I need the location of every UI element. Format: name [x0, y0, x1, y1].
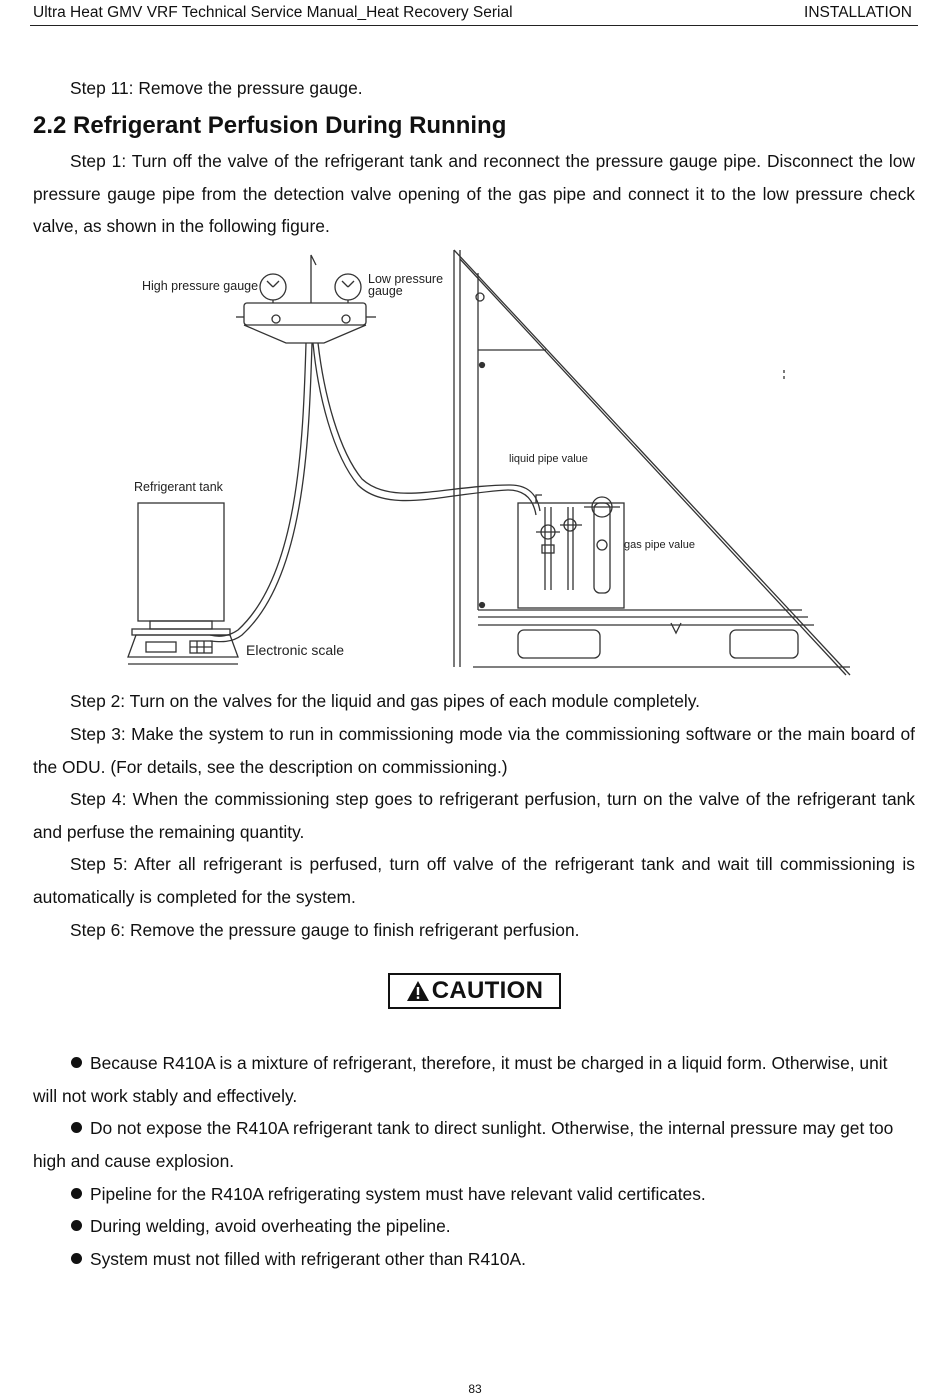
- label-high-pressure-gauge: High pressure gauge: [142, 279, 259, 293]
- header-title: Ultra Heat GMV VRF Technical Service Manual_Heat Recovery Serial: [33, 4, 513, 21]
- step-2: Step 2: Turn on the valves for the liquid and gas pipes of each module completely.: [70, 691, 700, 711]
- header-divider: [30, 25, 918, 26]
- bullet-icon: [71, 1057, 82, 1068]
- caution-label: CAUTION: [431, 977, 544, 1004]
- step-5: Step 5: After all refrigerant is perfused, turn off valve of the refrigerant tank and wait till commissioning is automatically is completed for the system.: [33, 854, 915, 907]
- label-electronic-scale: Electronic scale: [246, 642, 345, 658]
- caution-bullet: During welding, avoid overheating the pipeline.: [33, 1210, 915, 1243]
- label-gas-pipe-valve: gas pipe value: [624, 539, 695, 551]
- label-liquid-pipe-valve: liquid pipe value: [509, 453, 588, 465]
- caution-bullet: Because R410A is a mixture of refrigerant, therefore, it must be charged in a liquid form. Otherwise, unit will not work stably and effectively.: [33, 1053, 888, 1106]
- page-number: 83: [468, 1382, 482, 1396]
- step-11: Step 11: Remove the pressure gauge.: [70, 78, 363, 98]
- step-6: Step 6: Remove the pressure gauge to finish refrigerant perfusion.: [70, 920, 580, 940]
- caution-bullet: Pipeline for the R410A refrigerating system must have relevant valid certificates.: [33, 1178, 915, 1211]
- warning-icon: [406, 980, 430, 1002]
- step-4: Step 4: When the commissioning step goes to refrigerant perfusion, turn on the valve of the refrigerant tank and perfuse the remaining quantity.: [33, 789, 915, 842]
- refrigerant-perfusion-diagram: [118, 245, 858, 685]
- step-1: Step 1: Turn off the valve of the refrigerant tank and reconnect the pressure gauge pipe. Disconnect the low pressure gauge pipe from the detection valve opening of the gas pipe and connect it to the low pressure check valve, as shown in the following figure.: [33, 151, 915, 237]
- label-low-pressure-gauge-line1: Low pressure: [368, 272, 444, 286]
- label-refrigerant-tank: Refrigerant tank: [134, 480, 223, 494]
- section-title: 2.2 Refrigerant Perfusion During Running: [33, 112, 507, 139]
- caution-bullet: System must not filled with refrigerant other than R410A.: [33, 1243, 915, 1276]
- header-section: INSTALLATION: [804, 4, 912, 21]
- step-3: Step 3: Make the system to run in commissioning mode via the commissioning software or the main board of the ODU. (For details, see the description on commissioning.): [33, 724, 915, 777]
- caution-bullet: Do not expose the R410A refrigerant tank to direct sunlight. Otherwise, the internal pressure may get too high and cause explosion.: [33, 1118, 894, 1171]
- bullet-icon: [71, 1188, 82, 1199]
- bullet-icon: [71, 1122, 82, 1133]
- bullet-icon: [71, 1220, 82, 1231]
- caution-box: [388, 973, 561, 1009]
- bullet-icon: [71, 1253, 82, 1264]
- label-low-pressure-gauge-line2: gauge: [368, 284, 403, 298]
